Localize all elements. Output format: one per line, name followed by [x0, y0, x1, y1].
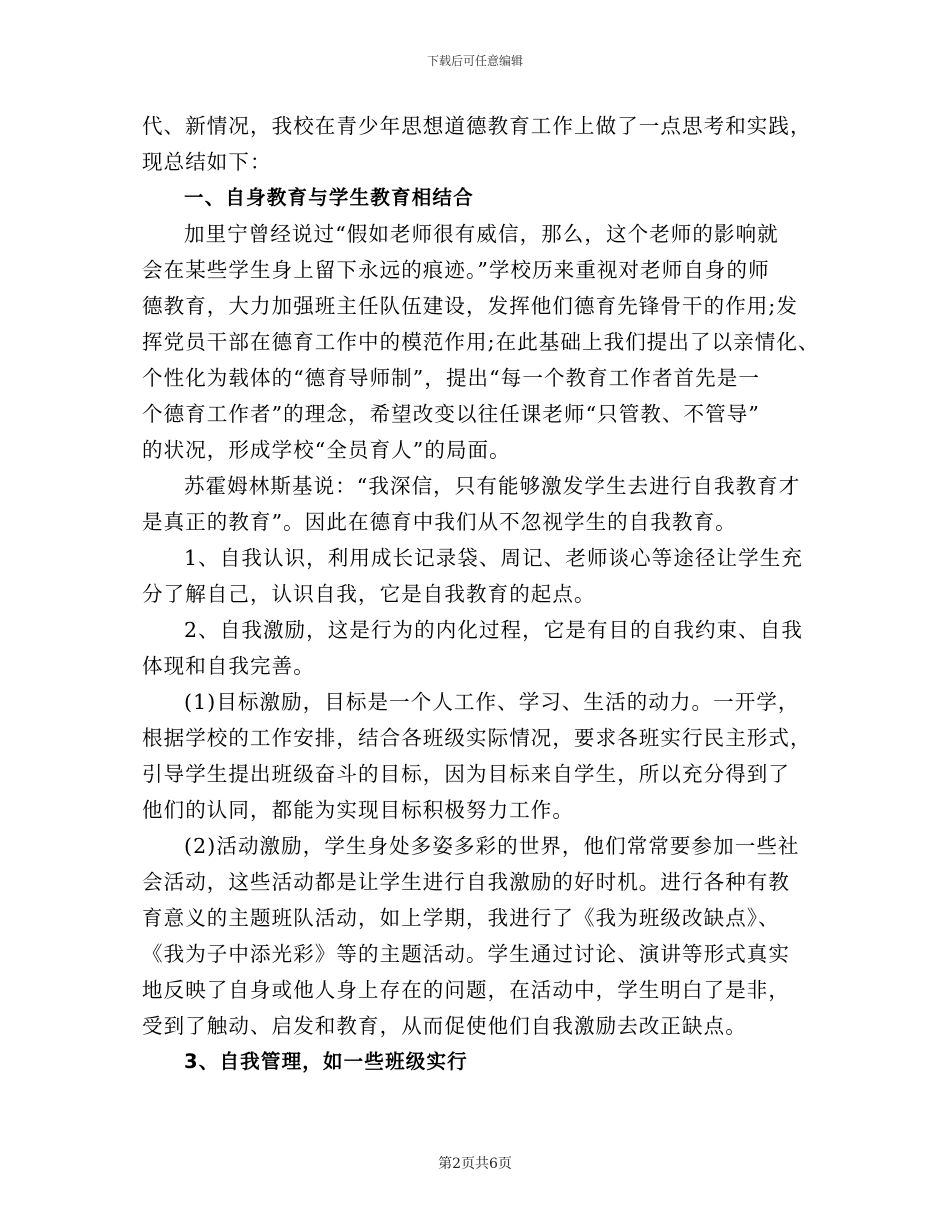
text-line: 现总结如下：: [142, 150, 272, 174]
text-line: 体现和自我完善。: [142, 654, 315, 678]
document-body: [142, 108, 822, 1080]
text-line: 他们的认同，都能为实现目标积极努力工作。: [142, 798, 574, 822]
paragraph-start-line: (1)目标激励，目标是一个人工作、学习、生活的动力。一开学，: [184, 690, 800, 714]
paragraph-start-line: 2、自我激励，这是行为的内化过程，它是有目的自我约束、自我: [184, 618, 803, 642]
text-line: 会活动，这些活动都是让学生进行自我激励的好时机。进行各种有教: [142, 870, 790, 894]
paragraph-start-line: (2)活动激励，学生身处多姿多彩的世界，他们常常要参加一些社: [184, 834, 800, 858]
text-line: 根据学校的工作安排，结合各班级实际情况，要求各班实行民主形式，: [142, 726, 812, 750]
section-heading: 一、自身教育与学生教育相结合: [184, 186, 474, 209]
text-line: 引导学生提出班级奋斗的目标，因为目标来自学生，所以充分得到了: [142, 762, 790, 786]
text-line: 的状况，形成学校“全员育人”的局面。: [142, 438, 511, 462]
subsection-heading: 3、自我管理，如一些班级实行: [184, 1050, 468, 1073]
text-line: 个德育工作者”的理念，希望改变以往任课老师“只管教、不管导”: [142, 402, 760, 426]
page-footer: 第2页共6页: [438, 1156, 512, 1172]
paragraph-start-line: 1、自我认识，利用成长记录袋、周记、老师谈心等途径让学生充: [184, 546, 803, 570]
page-header: 下载后可任意编辑: [426, 54, 523, 68]
text-line: 个性化为载体的“德育导师制”，提出“每一个教育工作者首先是一: [142, 366, 760, 390]
paragraph-start-line: 苏霍姆林斯基说：“我深信，只有能够激发学生去进行自我教育才: [184, 474, 801, 498]
text-line: 《我为子中添光彩》等的主题活动。学生通过讨论、演讲等形式真实: [142, 942, 790, 966]
text-line: 代、新情况，我校在青少年思想道德教育工作上做了一点思考和实践，: [142, 114, 812, 138]
text-line: 受到了触动、启发和教育，从而促使他们自我激励去改正缺点。: [142, 1014, 747, 1038]
text-line: 地反映了自身或他人身上存在的问题，在活动中，学生明白了是非，: [142, 978, 790, 1002]
text-line: 德教育，大力加强班主任队伍建设，发挥他们德育先锋骨干的作用;发: [142, 294, 799, 318]
text-line: 育意义的主题班队活动，如上学期，我进行了《我为班级改缺点》、: [142, 906, 780, 930]
paragraph-start-line: 加里宁曾经说过“假如老师很有威信，那么，这个老师的影响就: [184, 222, 779, 246]
text-line: 会在某些学生身上留下永远的痕迹。”学校历来重视对老师自身的师: [142, 258, 770, 282]
text-line: 挥党员干部在德育工作中的模范作用;在此基础上我们提出了以亲情化、: [142, 330, 820, 354]
text-line: 分了解自己，认识自我，它是自我教育的起点。: [142, 582, 596, 606]
text-line: 是真正的教育”。因此在德育中我们从不忽视学生的自我教育。: [142, 510, 737, 534]
